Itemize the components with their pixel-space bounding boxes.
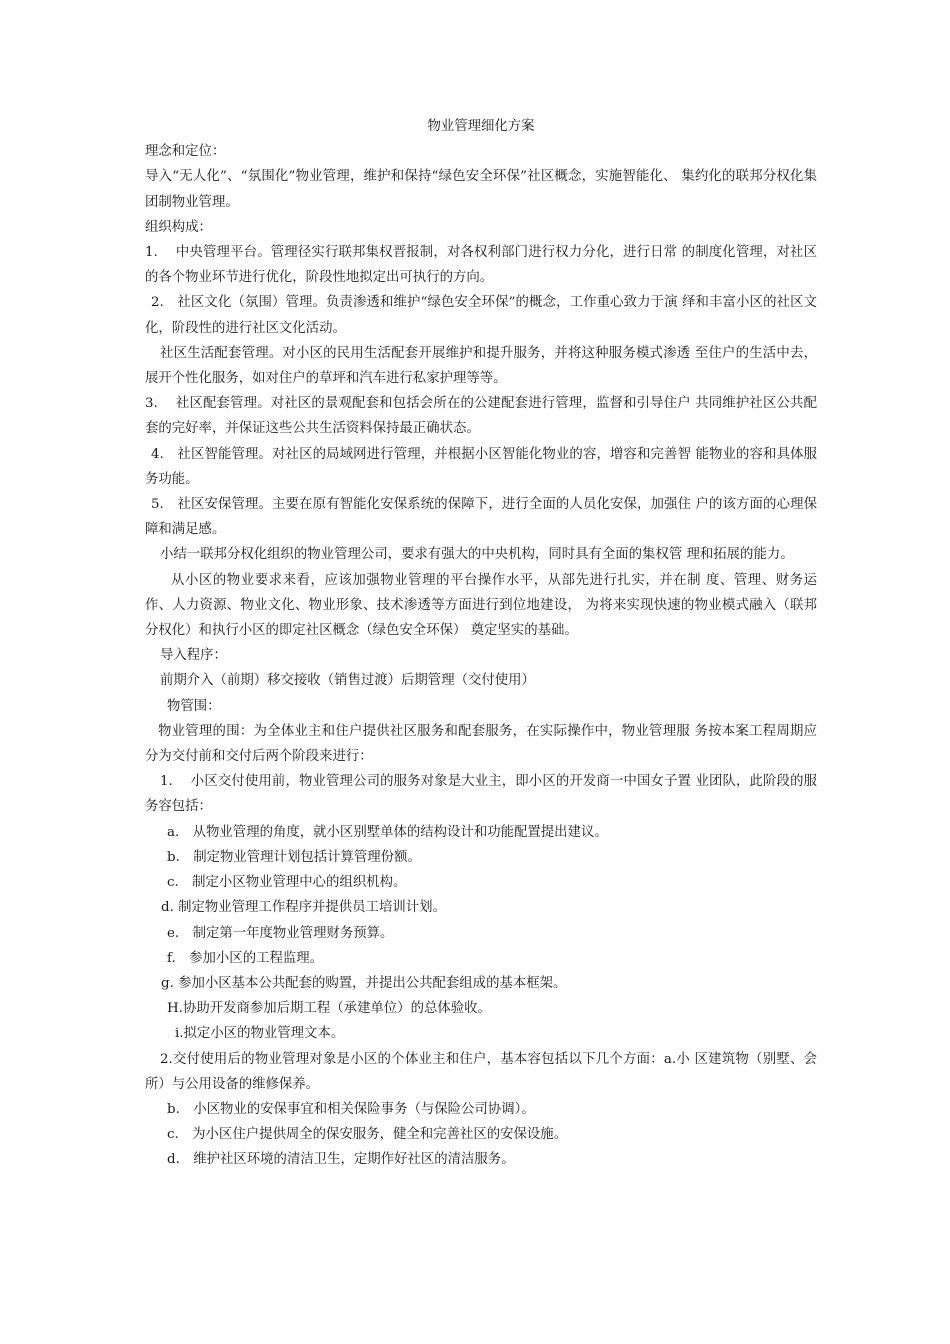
paragraph-p17: a. 从物业管理的角度，就小区别墅单体的结构设计和功能配置提出建议。 xyxy=(167,824,608,840)
document-page xyxy=(145,114,817,1173)
paragraph-p18: b. 制定物业管理计划包括计算管理份额。 xyxy=(167,849,421,865)
paragraph-p23: g. 参加小区基本公共配套的购置，并提出公共配套组成的基本框架。 xyxy=(161,975,567,991)
paragraph-p28: c. 为小区住户提供周全的保安服务，健全和完善社区的安保设施。 xyxy=(167,1127,568,1143)
paragraph-p11: 从小区的物业要求来看，应该加强物业管理的平台操作水平，从部先进行扎实，并在制 度、管理、财务运作、人力资源、物业文化、物业形象、技术渗透等方面进行到位地建设， 为将来实现快速的物业模式融入（联邦分权化）和执行小区的即定社区概念（绿色安全环保） 奠定坚实的基础。 xyxy=(145,572,817,639)
paragraph-p26: 2.交付使用后的物业管理对象是小区的个体业主和住户，基本容包括以下几个方面：a.小 区建筑物（别墅、会所）与公用设备的维修保养。 xyxy=(145,1051,817,1092)
paragraph-p25: i.拟定小区的物业管理文本。 xyxy=(175,1026,345,1042)
paragraph-p15: 物业管理的围：为全体业主和住户提供社区服务和配套服务，在实际操作中，物业管理服 务按本案工程周期应分为交付前和交付后两个阶段来进行： xyxy=(145,723,817,765)
paragraph-p9: 5. 社区安保管理。主要在原有智能化安保系统的保障下，进行全面的人员化安保，加强住 户的该方面的心理保障和满足感。 xyxy=(145,497,817,538)
paragraph-p13: 前期介入（前期）移交接收（销售过渡）后期管理（交付使用） xyxy=(160,673,535,689)
paragraph-p2: 导入“无人化”、“氛围化”物业管理，维护和保持“绿色安全环保”社区概念，实施智能化、 集约化的联邦分权化集团制物业管理。 xyxy=(145,169,817,210)
paragraph-p24: H.协助开发商参加后期工程（承建单位）的总体验收。 xyxy=(167,1001,491,1017)
paragraph-p20: d. 制定物业管理工作程序并提供员工培训计划。 xyxy=(161,900,446,916)
paragraph-p21: e. 制定第一年度物业管理财务预算。 xyxy=(167,925,394,941)
paragraph-p7: 3. 社区配套管理。对社区的景观配套和包括会所在的公建配套进行管理，监督和引导住户 共同维护社区公共配套的完好率，并保证这些公共生活资料保持最正确状态。 xyxy=(145,396,817,437)
paragraph-p29: d. 维护社区环境的清洁卫生，定期作好社区的清洁服务。 xyxy=(167,1152,515,1168)
paragraph-p14: 物管围： xyxy=(167,698,221,714)
paragraph-p1: 理念和定位： xyxy=(145,144,226,160)
document-title: 物业管理细化方案 xyxy=(427,119,535,134)
paragraph-p4: 1. 中央管理平台。管理径实行联邦集权晋报制，对各权利部门进行权力分化，进行日常 的制度化管理，对社区的各个物业环节进行优化，阶段性地拟定出可执行的方向。 xyxy=(145,245,817,286)
paragraph-p19: c. 制定小区物业管理中心的组织机构。 xyxy=(167,875,407,891)
paragraph-p16: 1. 小区交付使用前，物业管理公司的服务对象是大业主，即小区的开发商一中国女子置 业团队，此阶段的服务容包括： xyxy=(145,774,817,815)
paragraph-p6: 社区生活配套管理。对小区的民用生活配套开展维护和提升服务，并将这种服务模式渗透 至住户的生活中去，展开个性化服务，如对住户的草坪和汽车进行私家护理等等。 xyxy=(145,345,817,387)
paragraph-p5: 2. 社区文化（氛围）管理。负责渗透和维护“绿色安全环保”的概念，工作重心致力于演 绎和丰富小区的社区文化，阶段性的进行社区文化活动。 xyxy=(145,295,817,336)
paragraph-p22: f. 参加小区的工程监理。 xyxy=(167,950,324,966)
document-body xyxy=(145,139,817,1172)
paragraph-p10: 小结一联邦分权化组织的物业管理公司，要求有强大的中央机构，同时具有全面的集权管 理和拓展的能力。 xyxy=(160,547,794,563)
paragraph-p8: 4. 社区智能管理。对社区的局域网进行管理，并根据小区智能化物业的容，增容和完善智 能物业的容和具体服务功能。 xyxy=(145,446,817,487)
paragraph-p12: 导入程序： xyxy=(160,648,227,664)
paragraph-p3: 组织构成： xyxy=(145,219,212,235)
paragraph-p27: b. 小区物业的安保事宜和相关保险事务（与保险公司协调）。 xyxy=(167,1101,535,1117)
